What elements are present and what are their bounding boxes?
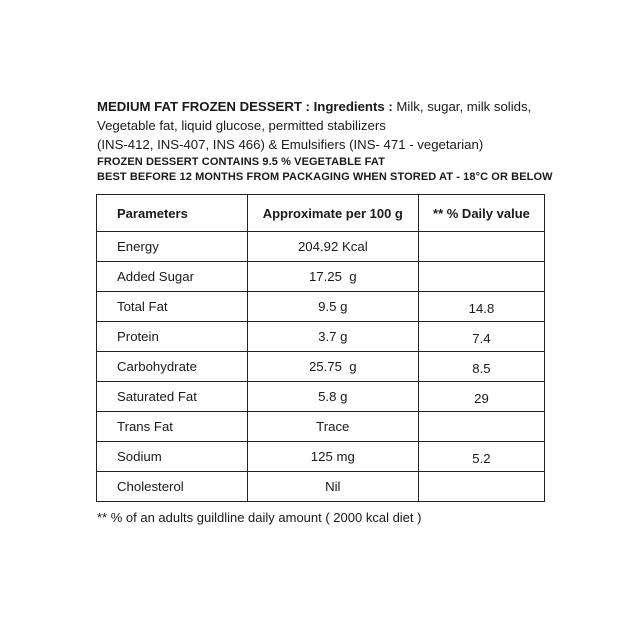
table-row: [97, 232, 545, 262]
row-amount: Trace: [247, 412, 418, 442]
table-row: [97, 292, 545, 322]
row-parameter: Sodium: [97, 442, 248, 472]
ingredients-line-1: [97, 97, 577, 116]
row-amount: 9.5 g: [247, 292, 418, 322]
daily-value-text: 29: [474, 391, 489, 406]
row-amount: 25.75 g: [247, 352, 418, 382]
vegetable-fat-note: FROZEN DESSERT CONTAINS 9.5 % VEGETABLE FAT: [97, 156, 385, 168]
header-per-100g: Approximate per 100 g: [247, 195, 418, 232]
best-before-note: BEST BEFORE 12 MONTHS FROM PACKAGING WHEN STORED AT - 18°C OR BELOW: [97, 171, 553, 183]
table-row: [97, 262, 545, 292]
daily-amount-footnote: ** % of an adults guildline daily amount ( 2000 kcal diet ): [97, 510, 422, 525]
row-parameter: Added Sugar: [97, 262, 248, 292]
table-row: [97, 322, 545, 352]
row-daily-value: [418, 262, 544, 292]
row-parameter: Cholesterol: [97, 472, 248, 502]
daily-value-text: 5.2: [472, 451, 491, 466]
row-parameter: Carbohydrate: [97, 352, 248, 382]
row-parameter: Total Fat: [97, 292, 248, 322]
row-daily-value: [418, 232, 544, 262]
row-amount: 3.7 g: [247, 322, 418, 352]
table-header-row: [97, 195, 545, 232]
row-parameter: Energy: [97, 232, 248, 262]
row-daily-value: [418, 352, 544, 382]
row-daily-value: [418, 412, 544, 442]
table-row: [97, 382, 545, 412]
daily-value-text: 7.4: [472, 331, 491, 346]
table-row: [97, 412, 545, 442]
row-parameter: Trans Fat: [97, 412, 248, 442]
row-daily-value: [418, 442, 544, 472]
daily-value-text: 8.5: [472, 361, 491, 376]
row-parameter: Protein: [97, 322, 248, 352]
table-row: [97, 442, 545, 472]
table-row: [97, 472, 545, 502]
ingredients-text-3: (INS-412, INS-407, INS 466) & Emulsifiers (INS- 471 - vegetarian): [97, 137, 484, 152]
product-name: MEDIUM FAT FROZEN DESSERT : Ingredients :: [97, 99, 393, 114]
row-amount: 17.25 g: [247, 262, 418, 292]
row-daily-value: [418, 292, 544, 322]
daily-value-text: 14.8: [468, 301, 495, 316]
row-daily-value: [418, 322, 544, 352]
ingredients-text-1: Milk, sugar, milk solids,: [396, 99, 532, 114]
row-daily-value: [418, 382, 544, 412]
row-daily-value: [418, 472, 544, 502]
row-amount: 5.8 g: [247, 382, 418, 412]
ingredients-text-2: Vegetable fat, liquid glucose, permitted stabilizers: [97, 118, 386, 133]
ingredients-block: [97, 97, 577, 185]
row-amount: Nil: [247, 472, 418, 502]
row-amount: 204.92 Kcal: [247, 232, 418, 262]
header-daily-value: ** % Daily value: [418, 195, 544, 232]
nutrition-table: [96, 194, 545, 502]
row-parameter: Saturated Fat: [97, 382, 248, 412]
header-parameters: Parameters: [97, 195, 248, 232]
table-row: [97, 352, 545, 382]
row-amount: 125 mg: [247, 442, 418, 472]
